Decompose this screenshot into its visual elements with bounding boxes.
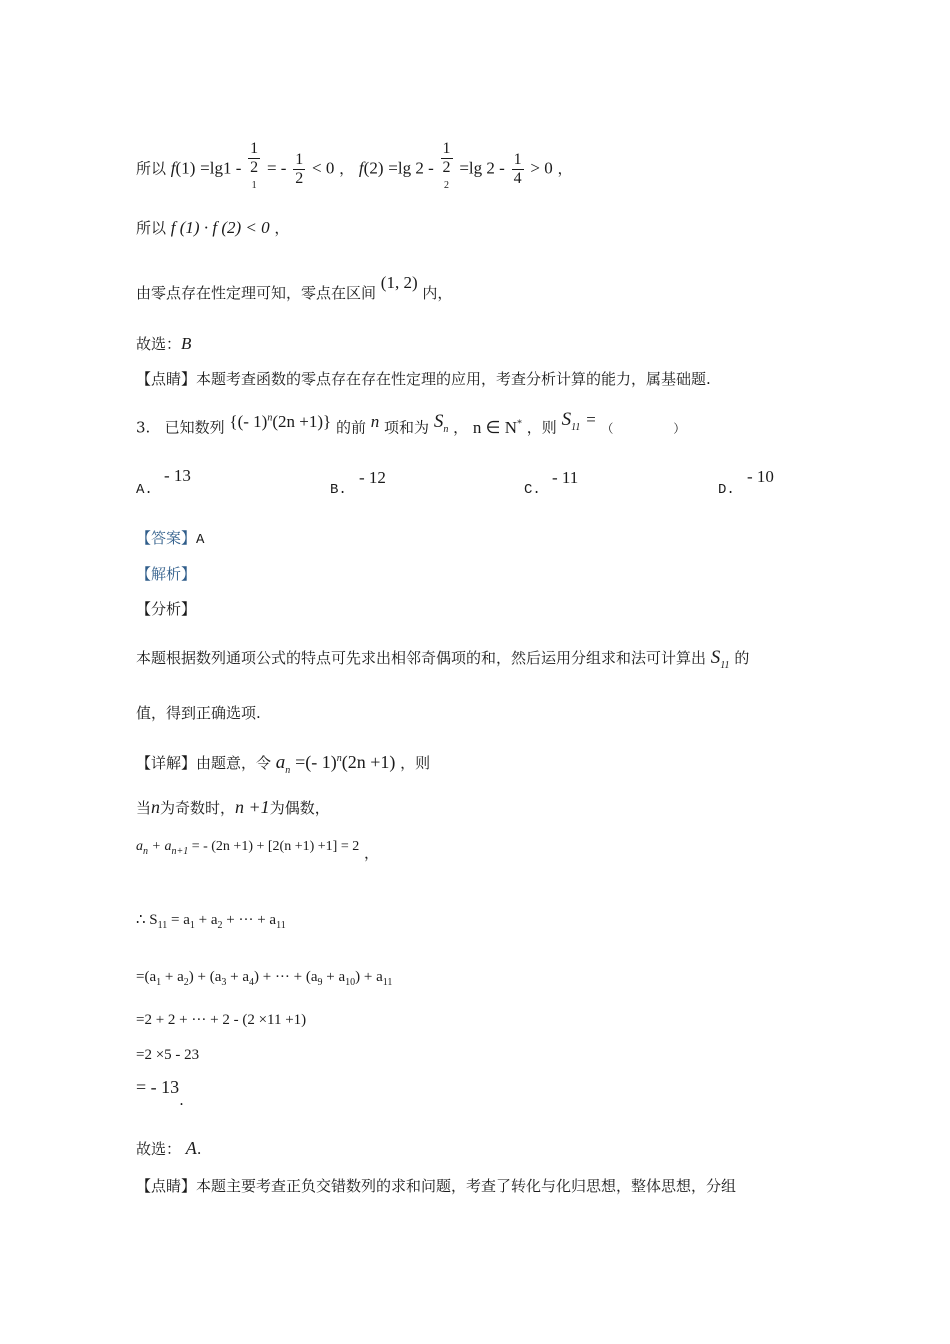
fenxi-line-2: 值，得到正确选项. xyxy=(136,704,261,722)
math: (1) xyxy=(175,158,196,178)
math: = a xyxy=(167,912,190,928)
odd-line xyxy=(136,797,330,818)
detail-line xyxy=(136,749,430,781)
s11-line-2 xyxy=(136,966,392,993)
denominator: 4 xyxy=(513,170,522,188)
math xyxy=(710,647,730,671)
text: 所以 xyxy=(136,219,167,237)
text: 内， xyxy=(422,284,453,302)
text: ， xyxy=(453,418,469,437)
option-b-value: - 12 xyxy=(359,468,386,487)
math xyxy=(561,408,597,433)
text: ， xyxy=(274,219,290,237)
math: f (1) · f (2) < 0 xyxy=(170,218,270,237)
text: ， xyxy=(557,159,573,178)
choose-a-line xyxy=(136,1138,202,1159)
text: 【详解】由题意，令 xyxy=(136,754,272,772)
line-choose-b xyxy=(136,334,191,354)
math: =(a xyxy=(136,969,157,985)
text: 故选： xyxy=(136,335,182,353)
math: {(- 1) xyxy=(229,411,268,431)
numerator: 1 xyxy=(295,151,304,169)
exponent: n xyxy=(336,753,342,764)
dianjing-2: 【点睛】本题主要考查正负交错数列的求和问题，考查了转化与化归思想，整体思想，分组 xyxy=(136,1177,737,1195)
math: ∴ S xyxy=(136,912,158,928)
text: 已知数列 xyxy=(164,418,225,437)
text: 由零点存在性定理可知，零点在区间 xyxy=(136,284,377,302)
math-f: f xyxy=(170,158,176,178)
subscript: n xyxy=(443,423,449,435)
fenxi-line-1 xyxy=(136,648,749,676)
s11-line-3: =2 + 2 + ··· + 2 - (2 ×11 +1) xyxy=(136,1012,307,1028)
superscript: * xyxy=(516,418,522,429)
s11-line-1 xyxy=(136,909,286,936)
text: . xyxy=(196,1140,202,1158)
math: S xyxy=(710,647,721,668)
option-d-label[interactable]: D. xyxy=(718,482,735,498)
text: . xyxy=(179,1091,184,1109)
analysis-tag: 【解析】 xyxy=(136,565,197,583)
math: a xyxy=(136,839,143,854)
math: = xyxy=(585,409,597,429)
text: ） xyxy=(673,421,686,436)
math: ) + ··· + (a xyxy=(253,969,318,985)
answer-value: A xyxy=(196,532,205,548)
subscript: n xyxy=(143,845,148,857)
math xyxy=(136,839,360,857)
math: n xyxy=(151,797,161,817)
denominator: 2 xyxy=(442,159,451,176)
subscript: 10 xyxy=(345,977,356,988)
math: ) + a xyxy=(355,969,383,985)
text: 的 xyxy=(734,649,750,667)
text: 为偶数， xyxy=(269,799,330,817)
math: S xyxy=(433,410,444,432)
option-a-value: - 13 xyxy=(164,466,191,485)
math: =lg 2 - xyxy=(459,158,505,178)
text: 为奇数时， xyxy=(160,799,236,817)
numerator: 1 xyxy=(250,140,259,157)
math xyxy=(229,412,331,431)
text: 的前 xyxy=(335,418,366,437)
text: ，则 xyxy=(400,754,431,772)
math: = - (2n +1) + [2(n +1) +1] = 2 xyxy=(188,839,360,854)
pair-sum-line xyxy=(136,835,379,862)
denominator: 2 xyxy=(295,170,304,188)
math: B xyxy=(181,334,192,353)
math xyxy=(473,418,522,437)
math: a xyxy=(275,752,286,773)
math: n +1 xyxy=(235,797,270,817)
question-3 xyxy=(136,408,686,445)
math-f: f xyxy=(358,158,364,178)
option-a-label[interactable]: A. xyxy=(136,482,153,498)
math xyxy=(295,752,395,772)
math: (1, 2) xyxy=(380,273,418,292)
answer-tag: 【答案】 xyxy=(136,529,197,547)
text: （ xyxy=(601,421,614,436)
math xyxy=(433,410,449,435)
math: ) + (a xyxy=(188,969,222,985)
text: ， xyxy=(339,159,355,178)
exponent: 2 xyxy=(444,180,450,191)
subscript: 11 xyxy=(571,421,581,433)
denominator: 2 xyxy=(250,159,259,176)
fraction xyxy=(512,151,524,188)
math xyxy=(136,969,393,988)
subscript: 11 xyxy=(276,920,286,931)
subscript: 1 xyxy=(156,977,162,988)
text: 当 xyxy=(136,799,152,817)
subscript: 2 xyxy=(217,920,223,931)
math: = - xyxy=(266,158,287,178)
math: =(- 1) xyxy=(295,752,337,772)
subscript: 3 xyxy=(221,977,227,988)
math: =lg1 - xyxy=(200,158,242,178)
math: A xyxy=(185,1138,197,1158)
option-d-value: - 10 xyxy=(747,467,774,486)
line-interval xyxy=(136,273,453,303)
fraction xyxy=(248,140,260,199)
subscript: n+1 xyxy=(171,845,189,857)
math: (2n +1) xyxy=(341,752,396,772)
option-b-label[interactable]: B. xyxy=(330,482,347,498)
math: + a xyxy=(322,969,346,985)
numerator: 1 xyxy=(442,140,451,157)
exponent: 1 xyxy=(251,180,257,191)
s11-line-4: =2 ×5 - 23 xyxy=(136,1047,200,1063)
math: n xyxy=(370,411,380,431)
math: > 0 xyxy=(530,158,553,178)
line-f1-f2 xyxy=(136,140,573,199)
subscript: 9 xyxy=(317,977,323,988)
math: + a xyxy=(226,969,249,985)
text: 故选： xyxy=(136,1140,182,1158)
math: n ∈ N xyxy=(472,417,517,437)
s11-line-5 xyxy=(136,1077,184,1109)
option-c-label[interactable]: C. xyxy=(524,482,541,498)
subscript: 2 xyxy=(183,977,189,988)
subscript: 11 xyxy=(382,977,393,988)
math xyxy=(136,912,286,931)
math: = - 13 xyxy=(136,1077,180,1097)
subscript: 4 xyxy=(248,977,254,988)
fenxi-tag: 【分析】 xyxy=(136,600,197,618)
answer-line xyxy=(136,528,204,550)
subscript: 11 xyxy=(157,920,168,931)
numerator: 1 xyxy=(513,151,522,169)
text: 项和为 xyxy=(384,418,430,437)
math: < 0 xyxy=(312,158,335,178)
line-dianjing-1: 【点睛】本题考查函数的零点存在存在性定理的应用，考查分析计算的能力，属基础题. xyxy=(136,370,711,388)
subscript: 1 xyxy=(189,920,195,931)
question-number: 3. xyxy=(136,418,151,437)
line-product xyxy=(136,218,289,238)
math: + a xyxy=(161,969,184,985)
fraction xyxy=(293,151,305,188)
text: ，则 xyxy=(526,418,557,437)
option-c-value: - 11 xyxy=(552,468,579,487)
text: 本题根据数列通项公式的特点可先求出相邻奇偶项的和，然后运用分组求和法可计算出 xyxy=(136,649,707,667)
math: S xyxy=(561,408,572,430)
math: + a xyxy=(194,912,218,928)
math: =lg 2 - xyxy=(388,158,434,178)
text: ， xyxy=(364,844,380,862)
math: (2) xyxy=(363,158,384,178)
math: + a xyxy=(148,839,172,854)
text: 所以 xyxy=(136,159,167,178)
exponent: n xyxy=(267,412,273,423)
math: + ··· + a xyxy=(222,912,277,928)
math xyxy=(275,752,291,776)
math: (2n +1)} xyxy=(272,411,332,431)
fraction xyxy=(441,140,453,199)
subscript: 11 xyxy=(720,659,730,671)
subscript: n xyxy=(285,764,291,776)
